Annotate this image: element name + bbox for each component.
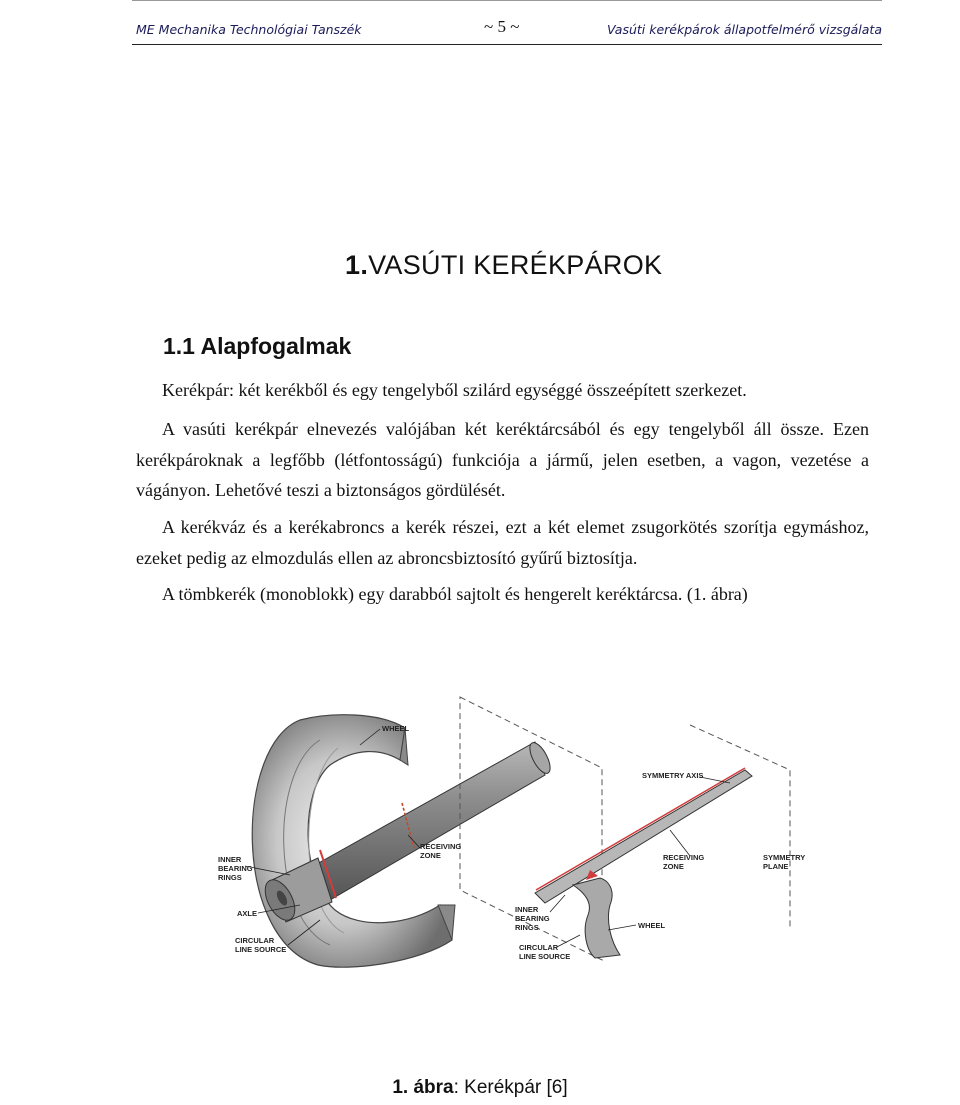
header-bottom-rule: [132, 44, 882, 45]
paragraph-4: A tömbkerék (monoblokk) egy darabból sajtolt és hengerelt keréktárcsa. (1. ábra): [162, 584, 748, 604]
label-receiving-zone-right-2: ZONE: [663, 862, 684, 871]
label-inner-bearing-right-2: BEARING: [515, 914, 550, 923]
label-circular-right-2: LINE SOURCE: [519, 952, 571, 961]
label-circular-right-1: CIRCULAR: [519, 943, 559, 952]
paragraph-3: A kerékváz és a kerékabroncs a kerék részei, ezt a két elemet zsugorkötés szorítja egymáshoz, ezeket pedig az elmozdulás ellen az abroncsbiztosító gyűrű biztosítja.: [136, 517, 869, 568]
label-inner-bearing-left-1: INNER: [218, 855, 242, 864]
label-inner-bearing-right-3: RINGS: [515, 923, 539, 932]
label-symmetry-plane-1: SYMMETRY: [763, 853, 806, 862]
paragraph-2: A vasúti kerékpár elnevezés valójában két keréktárcsából és egy tengelyből áll össze. Ezen kerékpároknak a legfőbb (létfontosságú) funkciója a jármű, jelen esetben, a vagon, vezetése a vágányon. Lehetővé teszi a biztonságos gördülését.: [136, 419, 869, 500]
label-circular-left-1: CIRCULAR: [235, 936, 275, 945]
figure-caption-separator: :: [453, 1077, 465, 1098]
chapter-title-text: VASÚTI KERÉKPÁROK: [368, 250, 663, 280]
chapter-number: 1.: [345, 250, 369, 280]
wheelset-figure: [200, 685, 820, 975]
label-symmetry-axis: SYMMETRY AXIS: [642, 771, 704, 780]
paragraph-1: Kerékpár: két kerékből és egy tengelyből szilárd egységgé összeépített szerkezet.: [162, 380, 747, 400]
figure-caption-number: 1. ábra: [392, 1077, 454, 1098]
label-inner-bearing-right-1: INNER: [515, 905, 539, 914]
label-wheel-left: WHEEL: [382, 724, 410, 733]
label-receiving-zone-right-1: RECEIVING: [663, 853, 705, 862]
section-title: 1.1 Alapfogalmak: [163, 333, 352, 359]
chapter-title: [345, 250, 662, 281]
figure-caption-text: Kerékpár [6]: [464, 1077, 568, 1098]
page-number: ~ 5 ~: [484, 17, 520, 36]
label-receiving-zone-left-1: RECEIVING: [420, 842, 462, 851]
label-wheel-right: WHEEL: [638, 921, 666, 930]
header-department: ME Mechanika Technológiai Tanszék: [136, 22, 362, 37]
symmetry-plane-outline-right: [690, 725, 790, 930]
label-receiving-zone-left-2: ZONE: [420, 851, 441, 860]
figure-caption: [0, 1077, 960, 1099]
label-symmetry-plane-2: PLANE: [763, 862, 789, 871]
label-circular-left-2: LINE SOURCE: [235, 945, 287, 954]
header-document-title: Vasúti kerékpárok állapotfelmérő vizsgálata: [607, 22, 882, 37]
label-inner-bearing-left-2: BEARING: [218, 864, 253, 873]
label-inner-bearing-left-3: RINGS: [218, 873, 242, 882]
label-axle: AXLE: [237, 909, 258, 918]
page-header: [132, 0, 882, 46]
header-top-rule: [132, 0, 882, 1]
